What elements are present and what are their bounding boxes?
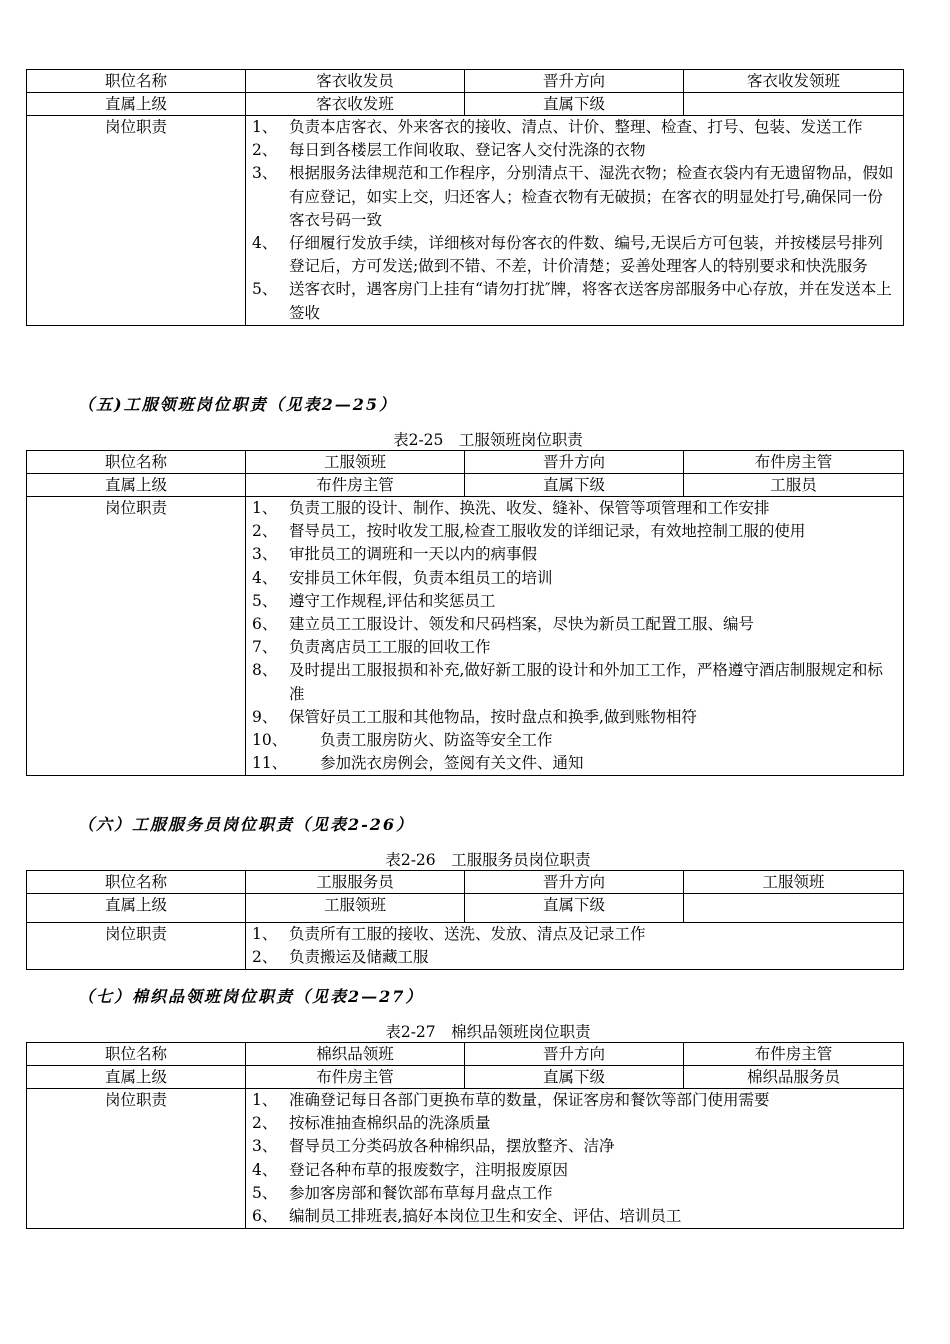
duty-table-uniform-attendant (26, 870, 904, 970)
header-cell: 布件房主管 (684, 1043, 904, 1066)
list-item (252, 590, 897, 613)
list-item (252, 232, 897, 278)
list-item (252, 1089, 897, 1112)
item-text: 参加洗衣房例会，签阅有关文件、通知 (320, 754, 584, 773)
header-cell: 棉织品领班 (246, 1043, 465, 1066)
table-caption: 表2-27 棉织品领班岗位职责 (385, 1023, 591, 1041)
header-cell: 晋升方向 (465, 1043, 684, 1066)
table-caption: 表2-26 工服服务员岗位职责 (385, 851, 591, 869)
table-cell: 布件房主管 (246, 474, 465, 497)
item-text: 及时提出工服报损和补充,做好新工服的设计和外加工工作，严格遵守酒店制服规定和标准 (289, 661, 883, 703)
item-number: 3、 (252, 545, 278, 564)
item-text: 负责工服房防火、防盗等安全工作 (320, 731, 553, 750)
item-number: 9、 (252, 707, 278, 726)
table-cell: 直属下级 (465, 474, 684, 497)
list-item (252, 752, 897, 775)
duty-label: 岗位职责 (27, 497, 246, 776)
header-cell: 职位名称 (27, 1043, 246, 1066)
header-cell: 职位名称 (27, 70, 246, 93)
item-text: 安排员工休年假，负责本组员工的培训 (289, 568, 553, 587)
section-heading: （六）工服服务员岗位职责（见表2-26） (78, 815, 415, 834)
item-number: 5、 (252, 1183, 278, 1202)
table-cell: 客衣收发班 (246, 93, 465, 116)
list-item (252, 659, 897, 705)
item-number: 1、 (252, 925, 278, 943)
item-text: 按标准抽查棉织品的洗涤质量 (289, 1114, 491, 1133)
header-cell: 职位名称 (27, 871, 246, 894)
table-cell: 直属上级 (27, 474, 246, 497)
item-number: 10、 (252, 731, 288, 750)
header-cell: 晋升方向 (465, 871, 684, 894)
duty-label: 岗位职责 (27, 923, 246, 970)
duty-list-cell (246, 497, 904, 776)
item-number: 11、 (252, 754, 288, 773)
duty-list (252, 923, 897, 969)
table-cell: 直属下级 (465, 93, 684, 116)
item-text: 每日到各楼层工作间收取、登记客人交付洗涤的衣物 (289, 141, 646, 160)
item-number: 2、 (252, 948, 278, 967)
list-item (252, 613, 897, 636)
table-row (27, 1089, 904, 1229)
item-number: 4、 (252, 234, 278, 253)
header-cell: 客衣收发员 (246, 70, 465, 93)
header-cell: 职位名称 (27, 451, 246, 474)
duty-table-laundry-clerk (26, 69, 904, 326)
item-text: 遵守工作规程,评估和奖惩员工 (289, 591, 496, 610)
table-row (27, 116, 904, 326)
table-row (27, 474, 904, 497)
table-row (27, 1066, 904, 1089)
table-cell (684, 894, 904, 923)
list-item (252, 278, 897, 324)
header-cell: 晋升方向 (465, 451, 684, 474)
list-item (252, 729, 897, 752)
table-cell: 棉织品服务员 (684, 1066, 904, 1089)
item-text: 负责离店员工工服的回收工作 (289, 638, 491, 657)
table-row (27, 1043, 904, 1066)
item-number: 1、 (252, 118, 278, 136)
item-text: 送客衣时，遇客房门上挂有“请勿打扰″牌，将客衣送客房部服务中心存放，并在发送本上签收 (289, 280, 892, 322)
duty-list (252, 497, 897, 775)
table-row (27, 923, 904, 970)
table-cell: 直属下级 (465, 1066, 684, 1089)
table-cell: 直属下级 (465, 894, 684, 923)
item-number: 2、 (252, 141, 278, 160)
item-number: 4、 (252, 568, 278, 587)
list-item (252, 116, 897, 139)
table-row (27, 894, 904, 923)
list-item (252, 567, 897, 590)
header-cell: 晋升方向 (465, 70, 684, 93)
item-text: 负责本店客衣、外来客衣的接收、清点、计价、整理、检查、打号、包装、发送工作 (289, 118, 863, 136)
table-row (27, 871, 904, 894)
table-cell: 工服领班 (246, 894, 465, 923)
item-text: 保管好员工工服和其他物品，按时盘点和换季,做到账物相符 (289, 707, 697, 726)
item-number: 8、 (252, 661, 278, 680)
item-text: 督导员工分类码放各种棉织品，摆放整齐、洁净 (289, 1137, 615, 1156)
item-number: 4、 (252, 1160, 278, 1179)
item-number: 7、 (252, 638, 278, 657)
item-number: 5、 (252, 591, 278, 610)
list-item (252, 636, 897, 659)
item-number: 2、 (252, 1114, 278, 1133)
table-cell: 直属上级 (27, 894, 246, 923)
item-text: 编制员工排班表,搞好本岗位卫生和安全、评估、培训员工 (289, 1207, 682, 1226)
duty-table-uniform-supervisor (26, 450, 904, 776)
list-item (252, 923, 897, 946)
table-cell: 直属上级 (27, 93, 246, 116)
item-text: 登记各种布草的报废数字，注明报废原因 (289, 1160, 569, 1179)
item-text: 督导员工，按时收发工服,检查工服收发的详细记录，有效地控制工服的使用 (289, 522, 806, 541)
item-text: 根据服务法律规范和工作程序，分别清点干、湿洗衣物；检查衣袋内有无遗留物品，假如有应登记，如实上交，归还客人；检查衣物有无破损；在客衣的明显处打号,确保同一份客衣号码一致 (289, 164, 894, 229)
table-caption: 表2-25 工服领班岗位职责 (393, 431, 583, 449)
section-heading: （五)工服领班岗位职责（见表2—25） (78, 395, 397, 414)
item-number: 3、 (252, 164, 278, 183)
list-item (252, 1112, 897, 1135)
list-item (252, 497, 897, 520)
table-row (27, 451, 904, 474)
item-text: 负责工服的设计、制作、换洗、收发、缝补、保管等项管理和工作安排 (289, 499, 770, 517)
header-cell: 客衣收发领班 (684, 70, 904, 93)
table-row (27, 497, 904, 776)
table-row (27, 93, 904, 116)
section-heading: （七）棉织品领班岗位职责（见表2—27） (78, 987, 424, 1006)
list-item (252, 520, 897, 543)
table-cell: 布件房主管 (246, 1066, 465, 1089)
item-number: 1、 (252, 499, 278, 517)
list-item (252, 1205, 897, 1228)
item-text: 参加客房部和餐饮部布草每月盘点工作 (289, 1183, 553, 1202)
table-cell: 直属上级 (27, 1066, 246, 1089)
duty-list-cell (246, 923, 904, 970)
table-row (27, 70, 904, 93)
item-text: 准确登记每日各部门更换布草的数量，保证客房和餐饮等部门使用需要 (289, 1091, 770, 1109)
item-text: 建立员工工服设计、领发和尺码档案，尽快为新员工配置工服、编号 (289, 615, 755, 634)
table-cell: 工服员 (684, 474, 904, 497)
duty-list-cell (246, 116, 904, 326)
item-text: 负责搬运及储藏工服 (289, 948, 429, 967)
list-item (252, 1159, 897, 1182)
duty-table-linen-supervisor (26, 1042, 904, 1229)
list-item (252, 543, 897, 566)
duty-list (252, 1089, 897, 1228)
item-text: 仔细履行发放手续，详细核对每份客衣的件数、编号,无误后方可包装，并按楼层号排列登记后，方可发送;做到不错、不差，计价清楚；妥善处理客人的特别要求和快洗服务 (289, 234, 883, 276)
header-cell: 工服领班 (684, 871, 904, 894)
duty-list-cell (246, 1089, 904, 1229)
list-item (252, 706, 897, 729)
table-cell (684, 93, 904, 116)
list-item (252, 946, 897, 969)
header-cell: 布件房主管 (684, 451, 904, 474)
header-cell: 工服服务员 (246, 871, 465, 894)
item-number: 2、 (252, 522, 278, 541)
item-number: 1、 (252, 1091, 278, 1109)
duty-label: 岗位职责 (27, 1089, 246, 1229)
duty-label: 岗位职责 (27, 116, 246, 326)
duty-list (252, 116, 897, 325)
item-number: 6、 (252, 615, 278, 634)
list-item (252, 1135, 897, 1158)
item-text: 审批员工的调班和一天以内的病事假 (289, 545, 538, 564)
list-item (252, 1182, 897, 1205)
item-number: 3、 (252, 1137, 278, 1156)
list-item (252, 162, 897, 232)
item-number: 5、 (252, 280, 278, 299)
item-text: 负责所有工服的接收、送洗、发放、清点及记录工作 (289, 925, 646, 943)
item-number: 6、 (252, 1207, 278, 1226)
header-cell: 工服领班 (246, 451, 465, 474)
list-item (252, 139, 897, 162)
